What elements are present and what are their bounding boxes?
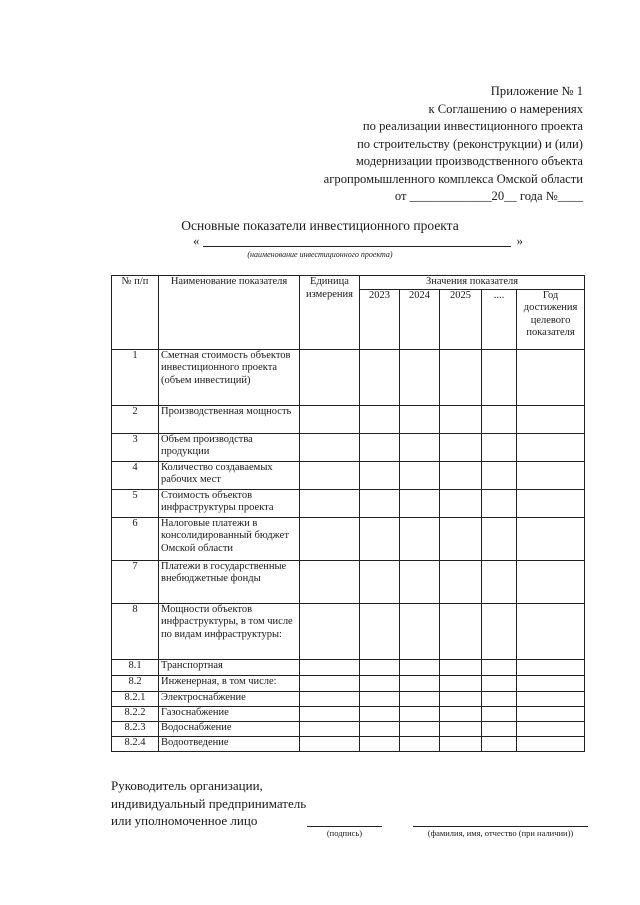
row-num: 8.2.2 [112, 706, 159, 721]
indicators-table [111, 275, 585, 752]
table-row [112, 706, 585, 721]
value-cell [360, 706, 400, 721]
value-cell [440, 721, 482, 736]
row-indicator-name: Электроснабжение [159, 691, 300, 706]
value-cell [360, 405, 400, 433]
value-cell [482, 691, 517, 706]
value-cell [517, 560, 585, 603]
row-num: 1 [112, 349, 159, 405]
row-num: 7 [112, 560, 159, 603]
value-cell [482, 659, 517, 675]
value-cell [440, 706, 482, 721]
value-cell [440, 405, 482, 433]
value-cell [300, 349, 360, 405]
row-indicator-name: Водоснабжение [159, 721, 300, 736]
row-indicator-name: Налоговые платежи в консолидированный бюджет Омской области [159, 517, 300, 560]
value-cell [440, 433, 482, 461]
value-cell [360, 659, 400, 675]
table-row [112, 721, 585, 736]
value-cell [400, 405, 440, 433]
value-cell [360, 517, 400, 560]
appendix-line: модернизации производственного объекта [355, 154, 583, 168]
value-cell [517, 706, 585, 721]
value-cell [482, 560, 517, 603]
value-cell [400, 675, 440, 691]
appendix-line: по реализации инвестиционного проекта [362, 119, 583, 133]
table-row [112, 691, 585, 706]
value-cell [300, 489, 360, 517]
value-cell [400, 659, 440, 675]
open-quote: « [193, 233, 200, 248]
value-cell [440, 349, 482, 405]
row-num: 8 [112, 603, 159, 659]
value-cell [517, 405, 585, 433]
value-cell [300, 736, 360, 751]
value-cell [517, 349, 585, 405]
signature-underline [307, 826, 382, 827]
value-cell [300, 721, 360, 736]
value-cell [517, 489, 585, 517]
value-cell [400, 706, 440, 721]
table-row [112, 603, 585, 659]
value-cell [440, 517, 482, 560]
value-cell [482, 721, 517, 736]
value-cell [360, 721, 400, 736]
value-cell [440, 461, 482, 489]
row-indicator-name: Объем производства продукции [159, 433, 300, 461]
value-cell [517, 691, 585, 706]
value-cell [482, 517, 517, 560]
value-cell [517, 603, 585, 659]
row-num: 5 [112, 489, 159, 517]
value-cell [300, 433, 360, 461]
header-values-group: Значения показателя [360, 276, 585, 290]
value-cell [360, 560, 400, 603]
project-name-field [193, 233, 523, 251]
signature-caption: (подпись) [326, 828, 363, 838]
appendix-line: Приложение № 1 [490, 84, 583, 98]
appendix-header [324, 83, 583, 206]
row-indicator-name: Мощности объектов инфраструктуры, в том числе по видам инфраструктуры: [159, 603, 300, 659]
value-cell [440, 603, 482, 659]
value-cell [482, 461, 517, 489]
header-unit: Единица измерения [300, 276, 360, 350]
value-cell [482, 736, 517, 751]
row-indicator-name: Газоснабжение [159, 706, 300, 721]
table-row [112, 349, 585, 405]
value-cell [400, 349, 440, 405]
value-cell [482, 405, 517, 433]
table-row [112, 560, 585, 603]
value-cell [517, 461, 585, 489]
value-cell [482, 706, 517, 721]
value-cell [360, 736, 400, 751]
header-num: № п/п [112, 276, 159, 350]
value-cell [440, 659, 482, 675]
value-cell [300, 691, 360, 706]
row-indicator-name: Сметная стоимость объектов инвестиционного проекта (объем инвестиций) [159, 349, 300, 405]
project-name-caption: (наименование инвестиционного проекта) [247, 250, 393, 259]
value-cell [360, 675, 400, 691]
header-year-2025: 2025 [440, 289, 482, 349]
table-row [112, 659, 585, 675]
value-cell [300, 517, 360, 560]
document-title: Основные показатели инвестиционного проекта [181, 218, 459, 233]
row-num: 4 [112, 461, 159, 489]
header-year-2023: 2023 [360, 289, 400, 349]
value-cell [517, 721, 585, 736]
table-row [112, 736, 585, 751]
row-indicator-name: Водоотведение [159, 736, 300, 751]
row-indicator-name: Стоимость объектов инфраструктуры проекта [159, 489, 300, 517]
value-cell [400, 433, 440, 461]
value-cell [482, 433, 517, 461]
value-cell [482, 349, 517, 405]
value-cell [400, 560, 440, 603]
table-row [112, 489, 585, 517]
signature-role-line: или уполномоченное лицо [111, 813, 258, 828]
row-num: 3 [112, 433, 159, 461]
header-ellipsis: .... [482, 289, 517, 349]
value-cell [360, 603, 400, 659]
row-num: 8.2.1 [112, 691, 159, 706]
signature-block [111, 777, 306, 830]
row-num: 8.2.4 [112, 736, 159, 751]
value-cell [300, 461, 360, 489]
row-num: 8.2 [112, 675, 159, 691]
row-indicator-name: Производственная мощность [159, 405, 300, 433]
header-year-2024: 2024 [400, 289, 440, 349]
full-name-underline [413, 826, 588, 827]
table-row [112, 517, 585, 560]
value-cell [360, 489, 400, 517]
value-cell [400, 461, 440, 489]
appendix-date-line: от _____________20__ года №____ [394, 189, 583, 203]
row-num: 6 [112, 517, 159, 560]
value-cell [517, 736, 585, 751]
header-target-year: Год достижения целевого показателя [517, 289, 585, 349]
value-cell [400, 517, 440, 560]
value-cell [517, 517, 585, 560]
row-indicator-name: Инженерная, в том числе: [159, 675, 300, 691]
row-indicator-name: Платежи в государственные внебюджетные фонды [159, 560, 300, 603]
value-cell [482, 603, 517, 659]
full-name-caption: (фамилия, имя, отчество (при наличии)) [427, 828, 574, 838]
value-cell [400, 691, 440, 706]
value-cell [482, 489, 517, 517]
signature-role-line: индивидуальный предприниматель [111, 795, 307, 811]
value-cell [482, 675, 517, 691]
row-indicator-name: Транспортная [159, 659, 300, 675]
appendix-line: к Соглашению о намерениях [428, 101, 583, 116]
value-cell [400, 489, 440, 517]
close-quote: » [516, 233, 523, 248]
value-cell [300, 405, 360, 433]
table-row [112, 433, 585, 461]
value-cell [300, 659, 360, 675]
value-cell [300, 675, 360, 691]
value-cell [360, 349, 400, 405]
value-cell [517, 675, 585, 691]
row-num: 8.2.3 [112, 721, 159, 736]
signature-role-line: Руководитель организации, [111, 778, 263, 793]
value-cell [400, 736, 440, 751]
value-cell [300, 603, 360, 659]
value-cell [440, 489, 482, 517]
value-cell [440, 736, 482, 751]
appendix-line: агропромышленного комплекса Омской области [323, 171, 583, 186]
header-indicator-name: Наименование показателя [159, 276, 300, 350]
row-num: 2 [112, 405, 159, 433]
table-row [112, 461, 585, 489]
value-cell [440, 675, 482, 691]
value-cell [400, 721, 440, 736]
value-cell [360, 691, 400, 706]
value-cell [440, 560, 482, 603]
value-cell [300, 560, 360, 603]
table-row [112, 405, 585, 433]
value-cell [300, 706, 360, 721]
value-cell [400, 603, 440, 659]
appendix-line: по строительству (реконструкции) и (или) [357, 136, 583, 151]
value-cell [517, 433, 585, 461]
value-cell [440, 691, 482, 706]
project-name-underline [203, 246, 511, 247]
table-row [112, 675, 585, 691]
value-cell [360, 461, 400, 489]
value-cell [360, 433, 400, 461]
value-cell [517, 659, 585, 675]
row-indicator-name: Количество создаваемых рабочих мест [159, 461, 300, 489]
row-num: 8.1 [112, 659, 159, 675]
